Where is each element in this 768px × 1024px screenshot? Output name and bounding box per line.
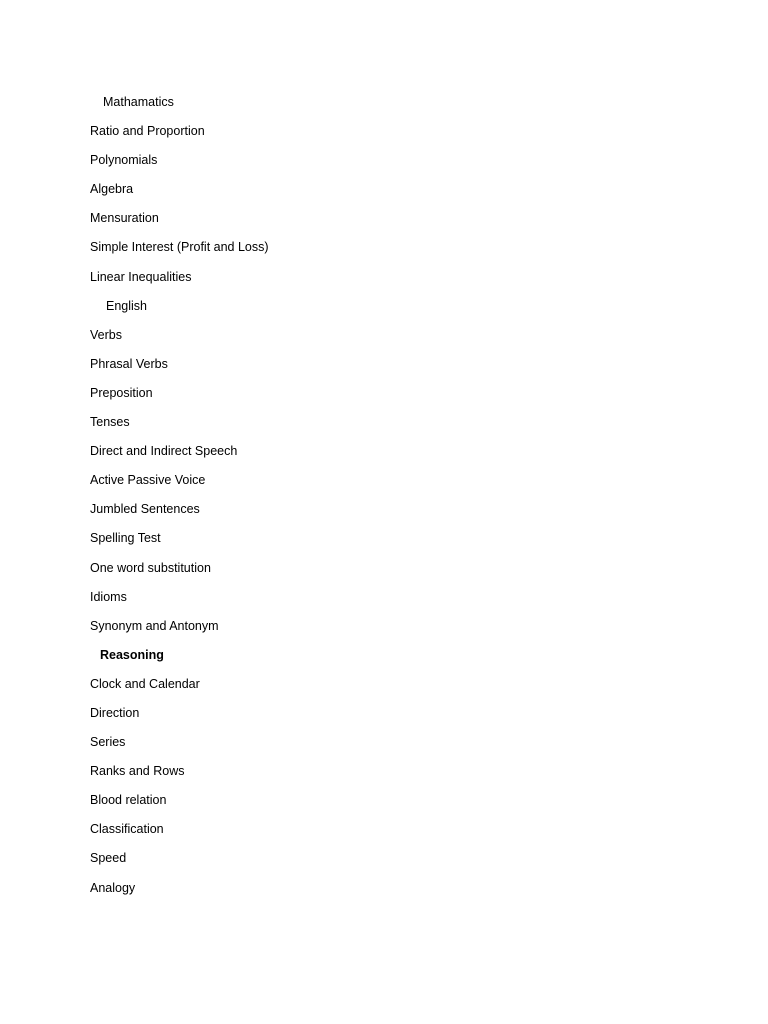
list-item: Spelling Test [90,531,161,546]
topic-list [90,90,269,905]
list-item: Verbs [90,327,122,342]
list-item: Simple Interest (Profit and Loss) [90,240,269,255]
list-item: Analogy [90,880,136,895]
list-item: Linear Inequalities [90,269,192,284]
list-item: Series [90,735,126,750]
section-heading-mathematics: Mathamatics [103,95,174,109]
list-item: Jumbled Sentences [90,502,200,517]
list-item: Polynomials [90,153,158,168]
section-heading-reasoning: Reasoning [100,647,164,662]
list-item: Blood relation [90,793,167,808]
list-item: Tenses [90,415,130,430]
list-item: Algebra [90,182,134,197]
list-item: Mensuration [90,211,159,226]
list-item: Ranks and Rows [90,764,185,779]
list-item: One word substitution [90,560,211,575]
list-item: Synonym and Antonym [90,618,219,633]
list-item: Clock and Calendar [90,676,200,691]
list-item: Direct and Indirect Speech [90,444,238,459]
list-item: Active Passive Voice [90,473,206,488]
list-item: Phrasal Verbs [90,356,168,371]
list-item: Idioms [90,589,127,604]
list-item: Direction [90,705,140,720]
list-item: Ratio and Proportion [90,124,205,139]
section-heading-english: English [106,298,147,313]
list-item: Preposition [90,385,153,400]
list-item: Speed [90,851,127,866]
list-item: Classification [90,822,164,837]
